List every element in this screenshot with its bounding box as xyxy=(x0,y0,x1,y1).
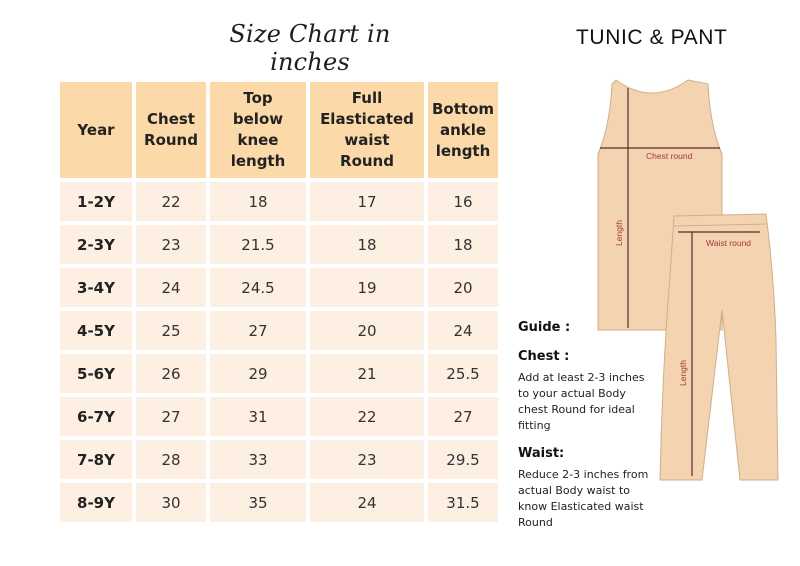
waist-guide-text: Reduce 2-3 inches from actual Body waist to know Elasticated waist Round xyxy=(518,468,649,529)
table-row xyxy=(60,268,498,307)
cell-chest: 26 xyxy=(136,354,206,393)
cell-waist: 23 xyxy=(310,440,424,479)
cell-bottom-length: 27 xyxy=(428,397,498,436)
cell-waist: 17 xyxy=(310,182,424,221)
tunic-chest-label: Chest round xyxy=(646,151,693,161)
cell-year: 7-8Y xyxy=(60,440,132,479)
table-row xyxy=(60,354,498,393)
cell-waist: 19 xyxy=(310,268,424,307)
cell-year: 6-7Y xyxy=(60,397,132,436)
table-row xyxy=(60,483,498,522)
cell-bottom-length: 20 xyxy=(428,268,498,307)
cell-waist: 21 xyxy=(310,354,424,393)
cell-bottom-length: 29.5 xyxy=(428,440,498,479)
cell-waist: 18 xyxy=(310,225,424,264)
cell-top-length: 21.5 xyxy=(210,225,306,264)
header-waist-round: Full Elasticated waist Round xyxy=(310,82,424,178)
cell-bottom-length: 16 xyxy=(428,182,498,221)
cell-year: 5-6Y xyxy=(60,354,132,393)
table-row xyxy=(60,311,498,350)
cell-top-length: 27 xyxy=(210,311,306,350)
cell-top-length: 33 xyxy=(210,440,306,479)
cell-chest: 25 xyxy=(136,311,206,350)
cell-chest: 27 xyxy=(136,397,206,436)
header-bottom-length: Bottom ankle length xyxy=(428,82,498,178)
table-header-row xyxy=(60,82,498,178)
cell-year: 1-2Y xyxy=(60,182,132,221)
table-row xyxy=(60,225,498,264)
cell-waist: 22 xyxy=(310,397,424,436)
cell-top-length: 18 xyxy=(210,182,306,221)
waist-heading: Waist: xyxy=(518,446,565,461)
chest-guide-text: Add at least 2-3 inches to your actual Body chest Round for ideal fitting xyxy=(518,371,645,432)
cell-year: 2-3Y xyxy=(60,225,132,264)
cell-chest: 23 xyxy=(136,225,206,264)
table-row xyxy=(60,440,498,479)
cell-bottom-length: 31.5 xyxy=(428,483,498,522)
tunic-length-label: Length xyxy=(614,220,624,246)
size-table xyxy=(56,78,502,526)
cell-chest: 22 xyxy=(136,182,206,221)
pant-waist-label: Waist round xyxy=(706,238,752,248)
cell-bottom-length: 25.5 xyxy=(428,354,498,393)
guide-section xyxy=(518,320,668,531)
cell-bottom-length: 24 xyxy=(428,311,498,350)
header-top-length: Top below knee length xyxy=(210,82,306,178)
cell-top-length: 29 xyxy=(210,354,306,393)
chest-heading: Chest : xyxy=(518,349,570,364)
cell-chest: 24 xyxy=(136,268,206,307)
header-chest-round: Chest Round xyxy=(136,82,206,178)
chart-title: Size Chart in inches xyxy=(229,20,391,76)
cell-bottom-length: 18 xyxy=(428,225,498,264)
cell-top-length: 35 xyxy=(210,483,306,522)
cell-year: 8-9Y xyxy=(60,483,132,522)
product-title: TUNIC & PANT xyxy=(576,26,728,49)
cell-waist: 20 xyxy=(310,311,424,350)
cell-top-length: 31 xyxy=(210,397,306,436)
cell-year: 4-5Y xyxy=(60,311,132,350)
pant-shape xyxy=(660,214,778,480)
table-row xyxy=(60,397,498,436)
cell-top-length: 24.5 xyxy=(210,268,306,307)
cell-waist: 24 xyxy=(310,483,424,522)
cell-year: 3-4Y xyxy=(60,268,132,307)
cell-chest: 28 xyxy=(136,440,206,479)
table-row xyxy=(60,182,498,221)
header-year: Year xyxy=(60,82,132,178)
pant-length-label: Length xyxy=(678,360,688,386)
cell-chest: 30 xyxy=(136,483,206,522)
guide-heading: Guide : xyxy=(518,320,571,335)
